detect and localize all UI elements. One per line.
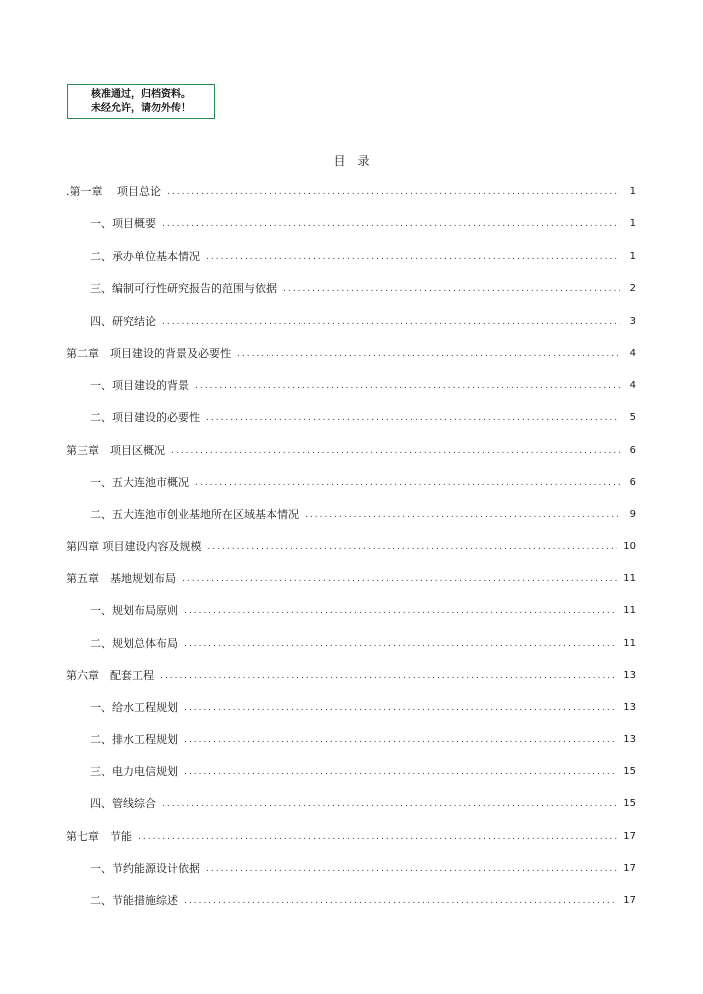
toc-entry[interactable] <box>90 636 636 652</box>
toc-entry[interactable] <box>90 378 636 394</box>
toc-entry[interactable] <box>90 893 636 909</box>
toc-entry[interactable] <box>66 539 636 555</box>
leader-dots <box>184 603 617 619</box>
toc-entry[interactable] <box>90 281 636 297</box>
toc-entry[interactable] <box>90 314 636 330</box>
toc-entry-label: 四、管线综合 <box>90 797 156 810</box>
toc-entry-page: 17 <box>623 831 636 842</box>
toc-entry-label: 一、规划布局原则 <box>90 604 178 617</box>
toc-entry[interactable] <box>90 249 636 265</box>
toc-entry-label: 一、项目概要 <box>90 217 156 230</box>
toc-title-text: 目 录 <box>333 154 370 168</box>
stamp-line-2: 未经允许，请勿外传！ <box>91 102 191 114</box>
stamp-line-1: 核准通过，归档资料。 <box>91 88 191 100</box>
leader-dots <box>283 281 620 297</box>
leader-dots <box>162 314 620 330</box>
leader-dots <box>160 668 617 684</box>
toc-entry-page: 10 <box>623 541 636 552</box>
toc-entry-label: 第四章 项目建设内容及规模 <box>66 540 202 553</box>
toc-entry-page: 13 <box>623 734 636 745</box>
approval-stamp <box>67 84 215 119</box>
leader-dots <box>206 249 620 265</box>
toc-entry-label: 三、编制可行性研究报告的范围与依据 <box>90 282 277 295</box>
toc-entry-label: 一、给水工程规划 <box>90 701 178 714</box>
toc-entry-page: 13 <box>623 670 636 681</box>
toc-entry[interactable] <box>90 216 636 232</box>
leader-dots <box>206 410 620 426</box>
toc-entry-page: 17 <box>623 895 636 906</box>
toc-entry-label: 二、排水工程规划 <box>90 733 178 746</box>
toc-entry[interactable] <box>66 829 636 845</box>
toc-entry[interactable] <box>66 346 636 362</box>
leader-dots <box>206 861 617 877</box>
toc-entry-label: 一、项目建设的背景 <box>90 379 189 392</box>
toc-entry-label: 二、承办单位基本情况 <box>90 250 200 263</box>
toc-entry-page: 11 <box>623 605 636 616</box>
toc-entry-page: 5 <box>629 412 636 423</box>
leader-dots <box>237 346 620 362</box>
toc-entry[interactable] <box>90 732 636 748</box>
toc-title <box>0 152 703 169</box>
toc-entry[interactable] <box>90 410 636 426</box>
toc-entry[interactable] <box>66 443 636 459</box>
toc-entry-page: 2 <box>629 283 636 294</box>
toc-entry[interactable] <box>66 184 636 200</box>
leader-dots <box>195 378 620 394</box>
toc-entry-label: .第一章 项目总论 <box>66 185 161 198</box>
toc-entry-label: 二、五大连池市创业基地所在区域基本情况 <box>90 508 299 521</box>
toc-entry-label: 第二章 项目建设的背景及必要性 <box>66 347 231 360</box>
toc-entry-page: 11 <box>623 638 636 649</box>
toc-entry-page: 9 <box>629 509 636 520</box>
leader-dots <box>184 636 617 652</box>
toc-entry-label: 二、项目建设的必要性 <box>90 411 200 424</box>
leader-dots <box>167 184 620 200</box>
toc-entry-page: 11 <box>623 573 636 584</box>
toc-entry[interactable] <box>90 603 636 619</box>
leader-dots <box>182 571 617 587</box>
toc-entry[interactable] <box>90 475 636 491</box>
toc-entry-label: 一、节约能源设计依据 <box>90 862 200 875</box>
leader-dots <box>162 796 617 812</box>
toc-entry-page: 6 <box>629 445 636 456</box>
toc-entry-page: 1 <box>629 218 636 229</box>
toc-entry-page: 17 <box>623 863 636 874</box>
toc-entry-label: 二、规划总体布局 <box>90 637 178 650</box>
leader-dots <box>162 216 620 232</box>
toc-entry-label: 四、研究结论 <box>90 315 156 328</box>
toc-entry-page: 4 <box>629 380 636 391</box>
toc-entry[interactable] <box>90 764 636 780</box>
toc-entry-label: 三、电力电信规划 <box>90 765 178 778</box>
toc-entry-page: 13 <box>623 702 636 713</box>
toc-entry-page: 15 <box>623 766 636 777</box>
toc-entry-page: 1 <box>629 186 636 197</box>
leader-dots <box>184 893 617 909</box>
toc-entry[interactable] <box>90 507 636 523</box>
toc-entry-page: 6 <box>629 477 636 488</box>
leader-dots <box>138 829 617 845</box>
toc-entry-label: 第三章 项目区概况 <box>66 444 165 457</box>
toc-entry[interactable] <box>66 668 636 684</box>
toc-entry[interactable] <box>90 796 636 812</box>
leader-dots <box>208 539 618 555</box>
toc-entry-label: 第五章 基地规划布局 <box>66 572 176 585</box>
toc-entry-label: 二、节能措施综述 <box>90 894 178 907</box>
toc-entry[interactable] <box>66 571 636 587</box>
toc-entry-page: 3 <box>629 316 636 327</box>
toc-entry[interactable] <box>90 700 636 716</box>
leader-dots <box>184 732 617 748</box>
toc-entry-page: 15 <box>623 798 636 809</box>
toc-entry-label: 第六章 配套工程 <box>66 669 154 682</box>
toc-entry-page: 1 <box>629 251 636 262</box>
leader-dots <box>195 475 620 491</box>
toc-entry-label: 一、五大连池市概况 <box>90 476 189 489</box>
leader-dots <box>184 700 617 716</box>
leader-dots <box>305 507 620 523</box>
toc-entry-label: 第七章 节能 <box>66 830 132 843</box>
toc-entry-page: 4 <box>629 348 636 359</box>
leader-dots <box>171 443 620 459</box>
leader-dots <box>184 764 617 780</box>
toc-entry[interactable] <box>90 861 636 877</box>
